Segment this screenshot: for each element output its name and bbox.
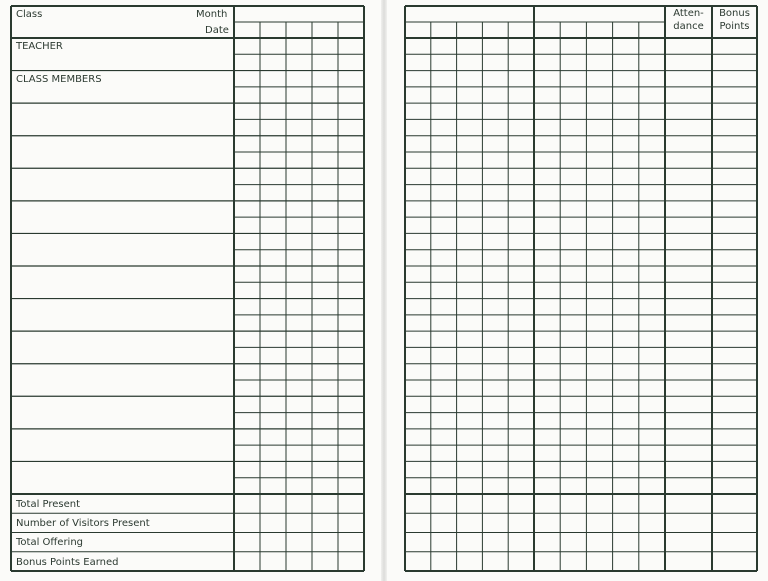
attendance-header-1: Atten- — [673, 8, 704, 19]
total-present-label: Total Present — [16, 499, 81, 510]
bonus-header-2: Points — [719, 21, 750, 32]
teacher-label: TEACHER — [16, 41, 63, 52]
class-members-label: CLASS MEMBERS — [16, 74, 102, 85]
date-label: Date — [205, 25, 229, 36]
class-label: Class — [16, 9, 43, 20]
month-label: Month — [196, 9, 228, 20]
visitors-present-label: Number of Visitors Present — [16, 518, 150, 529]
bonus-header-1: Bonus — [719, 8, 750, 19]
attendance-header-2: dance — [673, 21, 704, 32]
total-offering-label: Total Offering — [16, 537, 84, 548]
bonus-points-earned-label: Bonus Points Earned — [16, 557, 119, 568]
